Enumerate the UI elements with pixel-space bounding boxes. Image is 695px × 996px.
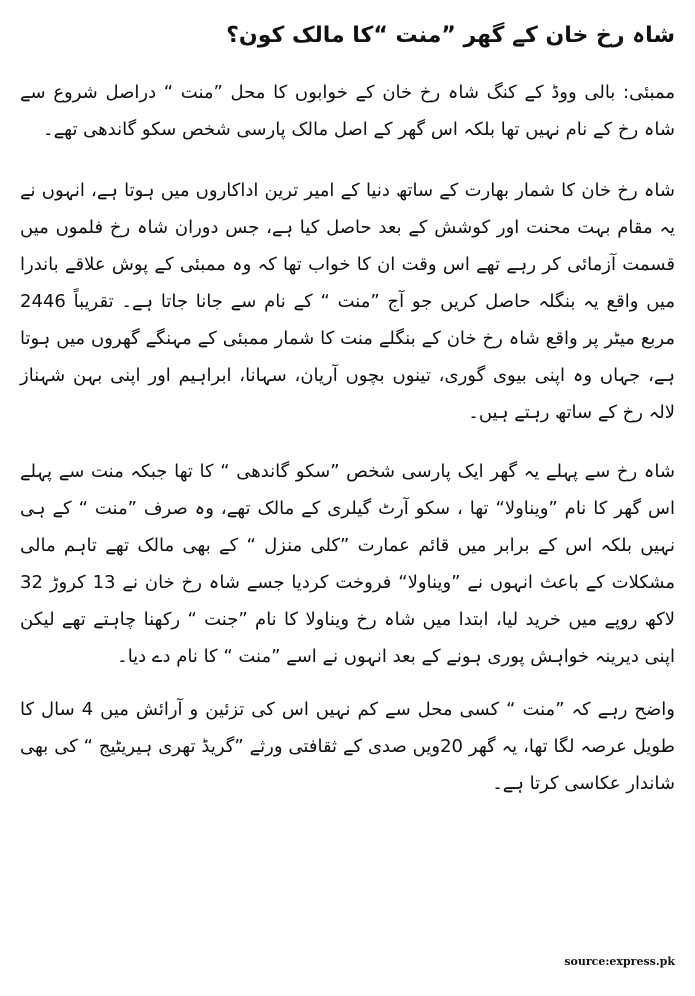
article-paragraph-history: شاہ رخ سے پہلے یہ گھر ایک پارسی شخص ”سکو گاندھی “ کا تھا جبکہ منت سے پہلے اس گھر کا نام ”ویناولا“ تھا ، سکو آرٹ گیلری کے مالک تھے، وہ صرف ”منت “ کے ہی نہیں بلکہ اس کے برابر میں قائم عمارت ”کلی منزل “ کے بھی مالک تھے تاہم مالی مشکلات کے باعث انہوں نے ”ویناولا“ فروخت کردیا جسے شاہ رخ خان نے 13 کروڑ 32 لاکھ روپے میں خرید لیا، ابتدا میں شاہ رخ ویناولا کا نام ”جنت “ رکھنا چاہتے تھے لیکن اپنی دیرینہ خواہش پوری ہونے کے بعد انہوں نے اسے ”منت “ کا نام دے دیا۔ bbox=[20, 461, 675, 667]
article-title: شاہ رخ خان کے گھر ”منت “کا مالک کون؟ bbox=[226, 23, 675, 48]
article-body bbox=[20, 18, 675, 802]
article-paragraph-closing: واضح رہے کہ ”منت “ کسی محل سے کم نہیں اس کی تزئین و آرائش میں 4 سال کا طویل عرصہ لگا تھا، یہ گھر 20ویں صدی کے ثقافتی ورثے ”گریڈ تھری ہیریٹیج “ کی بھی شاندار عکاسی کرتا ہے۔ bbox=[20, 699, 676, 794]
source-credit: source:express.pk bbox=[564, 955, 675, 968]
article-paragraph-background: شاہ رخ خان کا شمار بھارت کے ساتھ دنیا کے امیر ترین اداکاروں میں ہوتا ہے، انہوں نے یہ مقام بہت محنت اور کوشش کے بعد حاصل کیا ہے، جس دوران شاہ رخ فلموں میں قسمت آزمائی کر رہے تھے اس وقت ان کا خواب تھا کہ وہ ممبئی کے پوش علاقے باندرا میں واقع یہ بنگلہ حاصل کریں جو آج ”منت “ کے نام سے جانا جاتا ہے۔ تقریباً 2446 مربع میٹر پر واقع شاہ رخ خان کے بنگلے منت کا شمار ممبئی کے مہنگے گھروں میں ہوتا ہے، جہاں وہ اپنی بیوی گوری، تینوں بچوں آریان، سہانا، ابراہیم اور اپنی بہن شہناز لالہ رخ کے ساتھ رہتے ہیں۔ bbox=[20, 180, 675, 423]
article-paragraph-intro: ممبئی: بالی ووڈ کے کنگ شاہ رخ خان کے خوابوں کا محل ”منت “ دراصل شروع سے شاہ رخ کے نام نہیں تھا بلکہ اس گھر کے اصل مالک پارسی شخص سکو گاندھی تھے۔ bbox=[20, 82, 675, 140]
